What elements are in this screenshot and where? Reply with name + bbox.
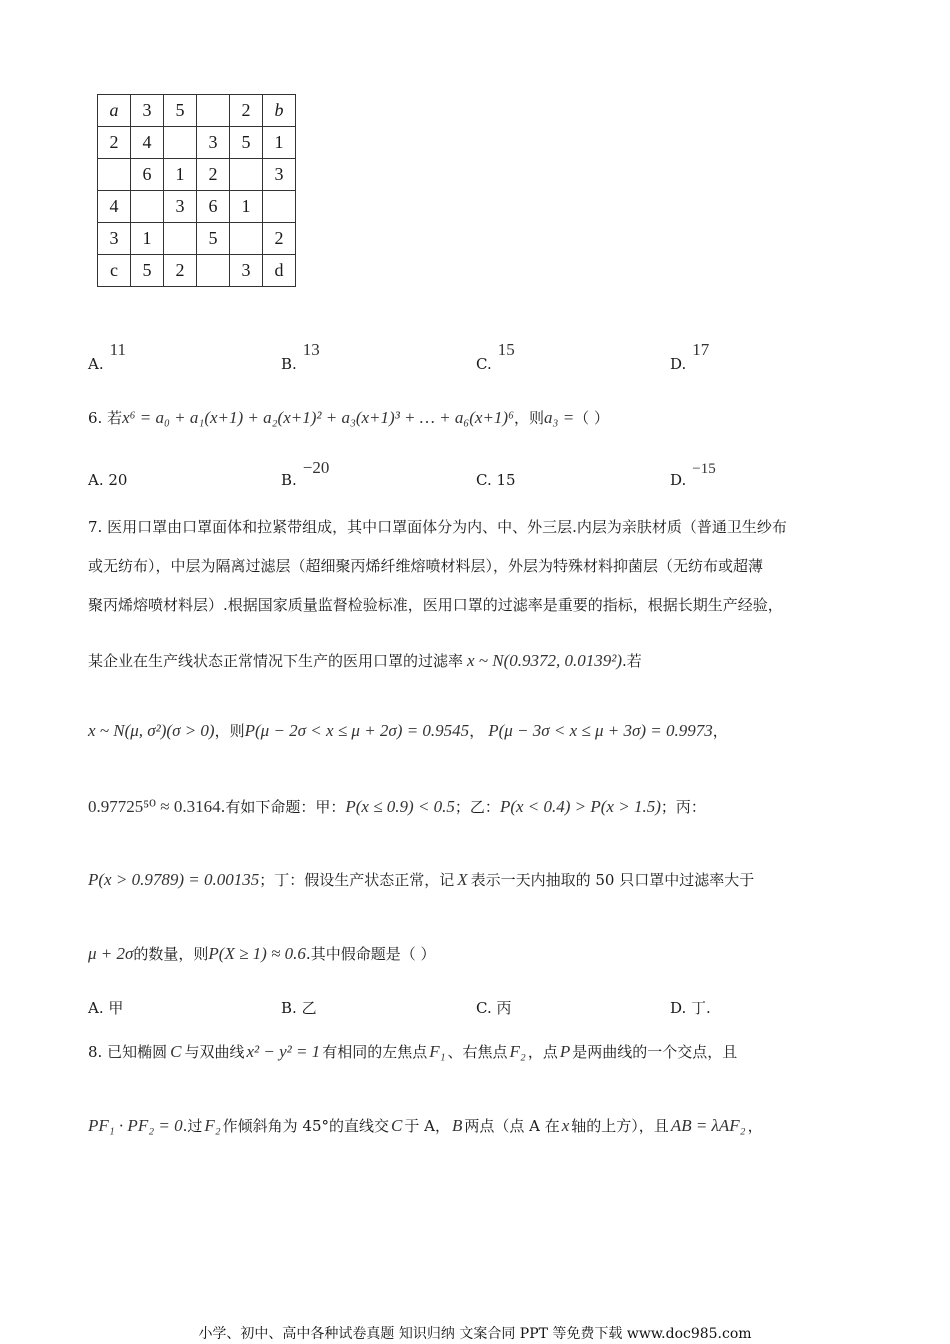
- q7-line6-math1: 0.97725⁵⁰ ≈ 0.3164: [88, 797, 221, 816]
- grid-cell: [131, 191, 164, 223]
- q7-line6-math3: P(x < 0.4) > P(x > 1.5): [499, 797, 661, 816]
- grid-cell: a: [98, 95, 131, 127]
- option-letter: C.: [476, 355, 492, 373]
- q7-line4-end: .若: [622, 652, 642, 670]
- option-letter: A.: [88, 471, 104, 489]
- grid-cell: 1: [131, 223, 164, 255]
- grid-cell: 4: [131, 127, 164, 159]
- q7-option-b: [281, 998, 317, 1018]
- option-value: −15: [692, 461, 716, 477]
- grid-row: [98, 159, 296, 191]
- q7-line4-math: x ~ N(0.9372, 0.0139²): [467, 651, 623, 670]
- q7-line5-text1: ，则: [214, 722, 245, 740]
- q8-m1: C: [170, 1042, 182, 1061]
- option-value: 15: [496, 471, 516, 489]
- grid-cell: 3: [98, 223, 131, 255]
- q5-option-c: [476, 340, 515, 373]
- grid-cell: [230, 223, 263, 255]
- q6-option-b: [281, 458, 330, 489]
- question-6-stem: [88, 408, 609, 428]
- number-grid-table: [97, 94, 296, 287]
- q8-l2-t3: 于 A，: [404, 1117, 450, 1135]
- q7-line-7: [88, 870, 754, 890]
- q5-option-a: [88, 340, 126, 373]
- q5-option-d: [670, 340, 710, 373]
- option-letter: C.: [476, 471, 492, 489]
- grid-cell: 3: [263, 159, 296, 191]
- q7-line6-math2: P(x ≤ 0.9) < 0.5: [345, 797, 455, 816]
- option-value: 15: [497, 340, 515, 359]
- grid-cell: 1: [263, 127, 296, 159]
- q6-option-a: [88, 470, 127, 490]
- q7-line-4: [88, 651, 642, 671]
- option-letter: D.: [670, 355, 687, 373]
- q6-option-c: [476, 470, 516, 490]
- q7-line5-math3: P(μ − 3σ < x ≤ μ + 3σ) = 0.9973: [488, 721, 713, 740]
- q7-line7-text2: 表示一天内抽取的 50 只口罩中过滤率大于: [470, 871, 755, 889]
- q8-l2-m6: AB = λAF₂: [670, 1116, 746, 1135]
- q7-line-3: 聚丙烯熔喷材料层）.根据国家质量监督检验标准，医用口罩的过滤率是重要的指标，根据长期生产经验，: [88, 596, 783, 614]
- grid-cell: [197, 255, 230, 287]
- q8-t5: ，点: [527, 1043, 558, 1061]
- q8-l2-t1: .过: [182, 1117, 203, 1135]
- option-value: 丙: [496, 999, 512, 1017]
- grid-row: [98, 127, 296, 159]
- grid-cell: [230, 159, 263, 191]
- option-value: 甲: [108, 999, 124, 1017]
- q6-blank: （ ）: [574, 409, 609, 427]
- q7-line7-math2: X: [457, 870, 468, 889]
- q7-line-8: [88, 944, 435, 964]
- grid-cell: 5: [197, 223, 230, 255]
- q5-option-b: [281, 340, 320, 373]
- q8-line-2: [88, 1116, 763, 1136]
- q8-l2-m1: PF₁ · PF₂ = 0: [88, 1116, 183, 1135]
- grid-cell: 3: [131, 95, 164, 127]
- q7-line6-text1: .有如下命题：甲：: [220, 798, 346, 816]
- q7-line4-text: 某企业在生产线状态正常情况下生产的医用口罩的过滤率: [88, 652, 464, 670]
- q7-line8-math2: P(X ≥ 1) ≈ 0.6: [208, 944, 306, 963]
- q7-line8-text2: .其中假命题是（ ）: [305, 945, 436, 963]
- q8-m3: F₁: [429, 1042, 446, 1061]
- q7-line-6: [88, 797, 706, 817]
- q6-target: a₃ =: [544, 408, 575, 427]
- q7-line8-math1: μ + 2σ: [88, 944, 134, 963]
- grid-cell: [263, 191, 296, 223]
- grid-cell: [164, 223, 197, 255]
- q7-option-c: [476, 998, 512, 1018]
- option-value: 11: [109, 340, 126, 359]
- option-letter: B.: [281, 355, 297, 373]
- grid-cell: 2: [230, 95, 263, 127]
- grid-cell: 2: [263, 223, 296, 255]
- grid-cell: 2: [197, 159, 230, 191]
- q7-line-1: 7. 医用口罩由口罩面体和拉紧带组成，其中口罩面体分为内、中、外三层.内层为亲肤材质（普通卫生纱布: [88, 518, 787, 536]
- option-value: 20: [108, 471, 128, 489]
- grid-cell: 3: [230, 255, 263, 287]
- q7-line7-math1: P(x > 0.9789) = 0.00135: [88, 870, 260, 889]
- q8-m2: x² − y² = 1: [246, 1042, 321, 1061]
- q7-option-d: [670, 998, 711, 1018]
- option-value: 13: [302, 340, 320, 359]
- q6-suffix: ，则: [514, 409, 545, 427]
- q8-t1: 8. 已知椭圆: [88, 1043, 168, 1061]
- option-letter: A.: [88, 355, 104, 373]
- q7-line5-math2: P(μ − 2σ < x ≤ μ + 2σ) = 0.9545: [244, 721, 470, 740]
- grid-cell: c: [98, 255, 131, 287]
- grid-row: [98, 223, 296, 255]
- q8-l2-t5: 轴的上方），且: [571, 1117, 669, 1135]
- option-value: 乙: [301, 999, 317, 1017]
- grid-row: [98, 255, 296, 287]
- grid-cell: 5: [230, 127, 263, 159]
- option-letter: B.: [281, 471, 297, 489]
- option-value: −20: [302, 458, 330, 477]
- q8-l2-m3: C: [391, 1116, 403, 1135]
- q8-t6: 是两曲线的一个交点，且: [572, 1043, 738, 1061]
- q8-l2-m2: F₂: [204, 1116, 221, 1135]
- q8-t4: 、右焦点: [447, 1043, 508, 1061]
- q7-line6-text3: ；丙：: [660, 798, 706, 816]
- grid-cell: 5: [131, 255, 164, 287]
- grid-cell: 4: [98, 191, 131, 223]
- grid-cell: 3: [197, 127, 230, 159]
- grid-cell: [197, 95, 230, 127]
- grid-cell: 5: [164, 95, 197, 127]
- grid-cell: [164, 127, 197, 159]
- q6-option-d: [670, 458, 716, 489]
- q8-l2-m5: x: [561, 1116, 570, 1135]
- q8-m5: P: [559, 1042, 571, 1061]
- option-letter: B.: [281, 999, 297, 1017]
- option-value: 17: [692, 340, 710, 359]
- q7-line5-end: ，: [712, 722, 728, 740]
- grid-cell: 6: [131, 159, 164, 191]
- grid-cell: 2: [164, 255, 197, 287]
- q6-prefix: 6. 若: [88, 409, 123, 427]
- grid-cell: b: [263, 95, 296, 127]
- q8-l2-m4: B: [451, 1116, 463, 1135]
- q8-l2-t6: ，: [747, 1117, 763, 1135]
- grid-cell: 2: [98, 127, 131, 159]
- q8-t3: 有相同的左焦点: [322, 1043, 428, 1061]
- option-letter: D.: [670, 471, 687, 489]
- q7-line7-text1: ；丁：假设生产状态正常，记: [259, 871, 455, 889]
- grid-row: [98, 191, 296, 223]
- grid-cell: 6: [197, 191, 230, 223]
- q8-l2-t2: 作倾斜角为 45°的直线交: [222, 1117, 390, 1135]
- q7-line6-text2: ；乙：: [454, 798, 500, 816]
- q6-formula: x⁶ = a₀ + a₁(x+1) + a₂(x+1)² + a₃(x+1)³ + … + a₆(x+1)⁶: [122, 408, 515, 427]
- grid-cell: 1: [164, 159, 197, 191]
- q8-line-1: [88, 1042, 737, 1062]
- q7-line-2: 或无纺布），中层为隔离过滤层（超细聚丙烯纤维熔喷材料层），外层为特殊材料抑菌层（无纺布或超薄: [88, 557, 764, 575]
- grid-cell: 1: [230, 191, 263, 223]
- q7-line5-math1: x ~ N(μ, σ²)(σ > 0): [88, 721, 215, 740]
- q8-t2: 与双曲线: [184, 1043, 245, 1061]
- q7-option-a: [88, 998, 123, 1018]
- option-letter: C.: [476, 999, 492, 1017]
- q8-l2-t4: 两点（点 A 在: [464, 1117, 560, 1135]
- q7-line-5: [88, 721, 728, 741]
- grid-cell: [98, 159, 131, 191]
- q7-line8-text1: 的数量，则: [133, 945, 209, 963]
- grid-row: [98, 95, 296, 127]
- q7-line5-sep: ，: [469, 722, 485, 740]
- footer-text: 小学、初中、高中各种试卷真题 知识归纳 文案合同 PPT 等免费下载 www.doc985.com: [198, 1326, 752, 1342]
- option-letter: D.: [670, 999, 687, 1017]
- grid-cell: 3: [164, 191, 197, 223]
- q8-m4: F₂: [509, 1042, 526, 1061]
- option-value: 丁.: [691, 999, 711, 1017]
- grid-cell: d: [263, 255, 296, 287]
- option-letter: A.: [88, 999, 104, 1017]
